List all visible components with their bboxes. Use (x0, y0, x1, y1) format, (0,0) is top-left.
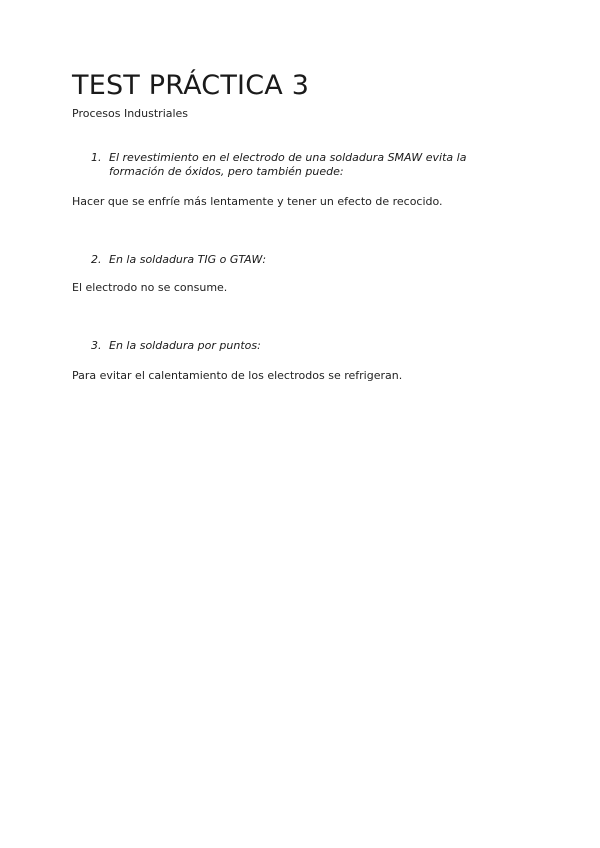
answer-2: El electrodo no se consume. (72, 281, 228, 294)
question-text: El revestimiento en el electrodo de una soldadura SMAW evita la formación de óxidos, pero también puede: (109, 151, 467, 178)
question-3 (91, 339, 511, 353)
question-number: 3. (91, 339, 102, 352)
document-subtitle: Procesos Industriales (72, 107, 189, 120)
question-1 (91, 151, 511, 179)
answer-3: Para evitar el calentamiento de los electrodos se refrigeran. (72, 369, 403, 382)
question-number: 1. (91, 151, 102, 164)
question-number: 2. (91, 253, 102, 266)
document-title: TEST PRÁCTICA 3 (72, 70, 310, 101)
question-text: En la soldadura por puntos: (109, 339, 261, 352)
answer-1: Hacer que se enfríe más lentamente y tener un efecto de recocido. (72, 195, 443, 208)
question-2 (91, 253, 511, 267)
question-text: En la soldadura TIG o GTAW: (109, 253, 267, 266)
